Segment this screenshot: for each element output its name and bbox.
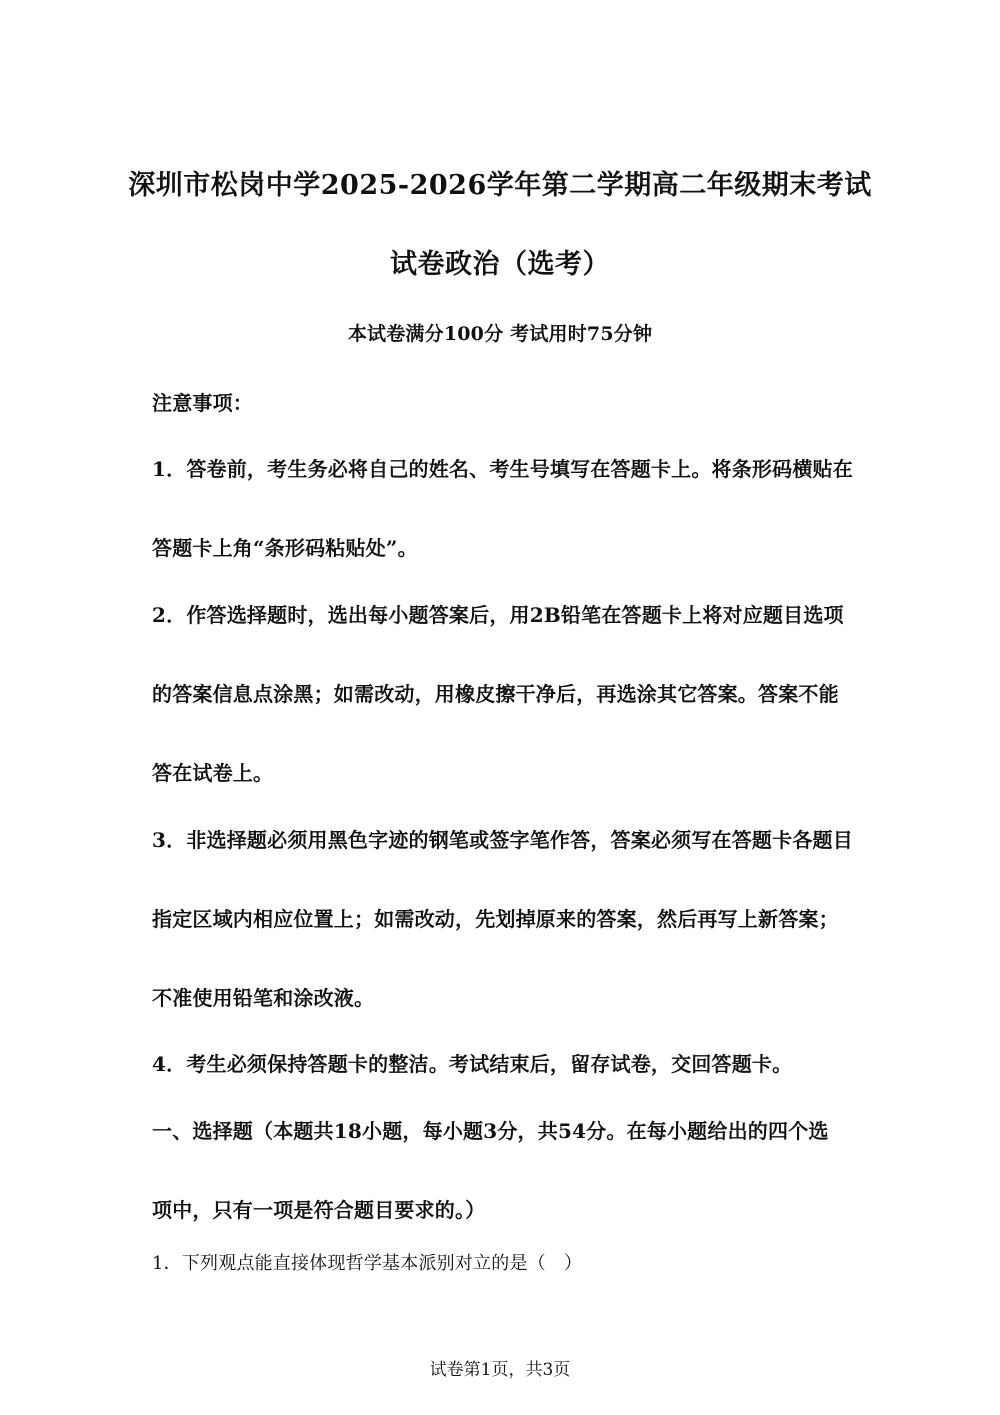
- notice-line: 答在试卷上。: [152, 761, 274, 785]
- notice-line: 2．作答选择题时，选出每小题答案后，用2B铅笔在答题卡上将对应题目选项: [152, 603, 844, 627]
- notice-line: 答题卡上角“条形码粘贴处”。: [152, 536, 418, 560]
- notice-line: 1．答卷前，考生务必将自己的姓名、考生号填写在答题卡上。将条形码横贴在: [152, 457, 853, 481]
- page-footer: 试卷第1页，共3页: [429, 1360, 571, 1380]
- notice-heading: 注意事项：: [152, 391, 253, 415]
- exam-info: 本试卷满分100分 考试用时75分钟: [347, 323, 653, 345]
- question-1: 1．下列观点能直接体现哲学基本派别对立的是（ ）: [152, 1253, 583, 1274]
- notice-line: 指定区域内相应位置上；如需改动，先划掉原来的答案，然后再写上新答案；: [152, 907, 839, 931]
- section-heading-line1: 一、选择题（本题共18小题，每小题3分，共54分。在每小题给出的四个选: [152, 1119, 829, 1143]
- notice-line: 4．考生必须保持答题卡的整洁。考试结束后，留存试卷，交回答题卡。: [152, 1052, 793, 1076]
- notice-line: 的答案信息点涂黑；如需改动，用橡皮擦干净后，再选涂其它答案。答案不能: [152, 682, 839, 706]
- notice-line: 3．非选择题必须用黑色字迹的钢笔或签字笔作答，答案必须写在答题卡各题目: [152, 828, 853, 852]
- exam-title-line1: 深圳市松岗中学2025-2026学年第二学期高二年级期末考试: [128, 170, 872, 201]
- section-heading-line2: 项中，只有一项是符合题目要求的。）: [152, 1198, 486, 1222]
- exam-title-line2: 试卷政治（选考）: [390, 249, 610, 280]
- notice-line: 不准使用铅笔和涂改液。: [152, 986, 375, 1010]
